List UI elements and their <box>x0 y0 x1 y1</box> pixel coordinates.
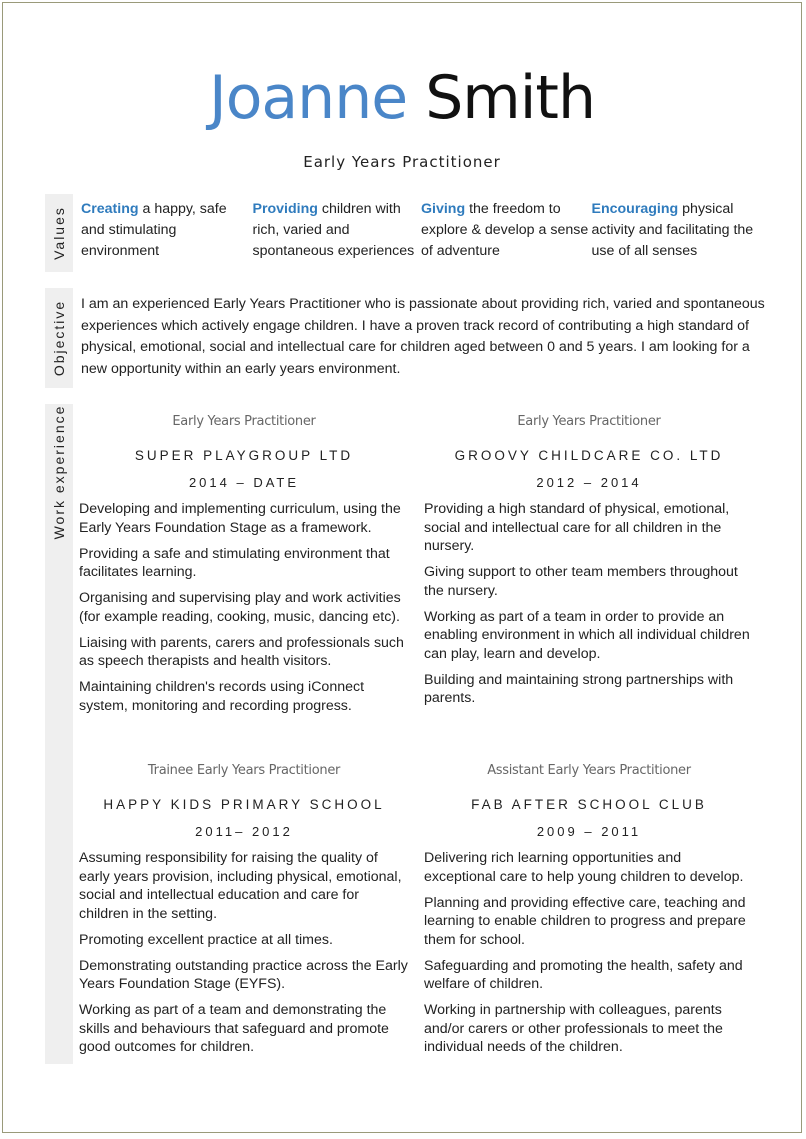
job-duty: Providing a high standard of physical, emotional, social and intellectual care for all children in the nursery. <box>424 501 730 554</box>
job-duty: Safeguarding and promoting the health, safety and welfare of children. <box>424 957 743 992</box>
job-role: Assistant Early Years Practitioner <box>487 763 691 778</box>
job-duty: Demonstrating outstanding practice across the Early Years Foundation Stage (EYFS). <box>79 957 408 992</box>
job-duties <box>79 849 409 1057</box>
job-duty: Delivering rich learning opportunities and exceptional care to help young children to develop. <box>424 850 744 885</box>
value-text: a happy, safe and stimulating environment <box>81 201 227 259</box>
value-keyword: Creating <box>81 201 139 217</box>
value-keyword: Encouraging <box>591 201 679 217</box>
job-company: SUPER PLAYGROUP LTD <box>134 448 354 463</box>
job-dates: 2009 – 2011 <box>536 824 642 839</box>
job-duty: Providing a safe and stimulating environment that facilitates learning. <box>79 545 390 580</box>
job-duty: Maintaining children's records using iConnect system, monitoring and recording progress. <box>79 679 365 714</box>
work-section-tab <box>45 404 73 1064</box>
job-company: HAPPY KIDS PRIMARY SCHOOL <box>103 797 385 812</box>
job-duty: Working as part of a team in order to provide an enabling environment in which all individual children can play, learn and develop. <box>424 608 750 662</box>
job-entry <box>79 414 409 723</box>
value-item <box>81 199 251 262</box>
job-role: Early Years Practitioner <box>172 414 316 429</box>
job-duty: Building and maintaining strong partnerships with parents. <box>424 671 734 706</box>
value-item <box>592 199 762 262</box>
job-company: FAB AFTER SCHOOL CLUB <box>471 797 707 812</box>
objective-section-label: Objective <box>51 299 67 377</box>
value-text: the freedom to explore & develop a sense of adventure <box>421 201 589 259</box>
values-section-tab <box>45 194 73 272</box>
job-duty: Working as part of a team and demonstrating the skills and behaviours that safeguard and promote good outcomes for children. <box>79 1002 389 1055</box>
job-dates: 2011– 2012 <box>195 824 293 839</box>
job-company: GROOVY CHILDCARE CO. LTD <box>454 448 724 463</box>
resume-page <box>2 2 802 1133</box>
job-duty: Assuming responsibility for raising the quality of early years provision, including physical, emotional, social and intellectual education and care for children in the setting. <box>79 850 402 922</box>
job-role: Trainee Early Years Practitioner <box>147 763 341 778</box>
job-duties <box>424 500 754 708</box>
objective-section-tab <box>45 288 73 388</box>
first-name: Joanne <box>209 63 408 133</box>
value-text: children with rich, varied and spontaneous experiences <box>252 201 415 259</box>
value-item <box>421 199 591 262</box>
candidate-name <box>3 63 801 133</box>
value-item <box>253 199 423 262</box>
values-row <box>81 199 761 262</box>
value-keyword: Giving <box>421 201 466 217</box>
job-duties <box>79 500 409 715</box>
job-duty: Working in partnership with colleagues, parents and/or carers or other professionals to meet the individual needs of the children. <box>424 1002 723 1055</box>
job-duties <box>424 849 754 1057</box>
value-text: physical activity and facilitating the use of all senses <box>591 201 754 259</box>
job-duty: Promoting excellent practice at all times. <box>79 931 333 948</box>
job-duty: Planning and providing effective care, teaching and learning to enable children to progress and prepare them for school. <box>424 894 746 948</box>
objective-text: I am an experienced Early Years Practitioner who is passionate about providing rich, varied and spontaneous experiences which actively engage children. I have a proven track record of contributing a high standard of physical, emotional, social and intellectual care for children aged between 0 and 5 years. I am looking for a new opportunity within an early years environment. <box>81 296 765 377</box>
values-section-label: Values <box>51 206 67 260</box>
job-duty: Developing and implementing curriculum, using the Early Years Foundation Stage as a framework. <box>79 501 401 536</box>
job-duty: Giving support to other team members throughout the nursery. <box>424 564 738 599</box>
job-entry <box>424 414 754 715</box>
job-title: Early Years Practitioner <box>303 153 501 171</box>
last-name: Smith <box>425 63 595 133</box>
job-entry <box>424 763 754 1064</box>
work-section-label: Work experience <box>51 404 67 540</box>
job-role: Early Years Practitioner <box>517 414 661 429</box>
job-dates: 2014 – DATE <box>188 475 300 490</box>
job-duty: Liaising with parents, carers and professionals such as speech therapists and health visitors. <box>79 634 404 669</box>
job-entry <box>79 763 409 1064</box>
job-duty: Organising and supervising play and work activities (for example reading, cooking, music, dancing etc). <box>79 590 401 625</box>
value-keyword: Providing <box>252 201 318 217</box>
job-dates: 2012 – 2014 <box>536 475 642 490</box>
